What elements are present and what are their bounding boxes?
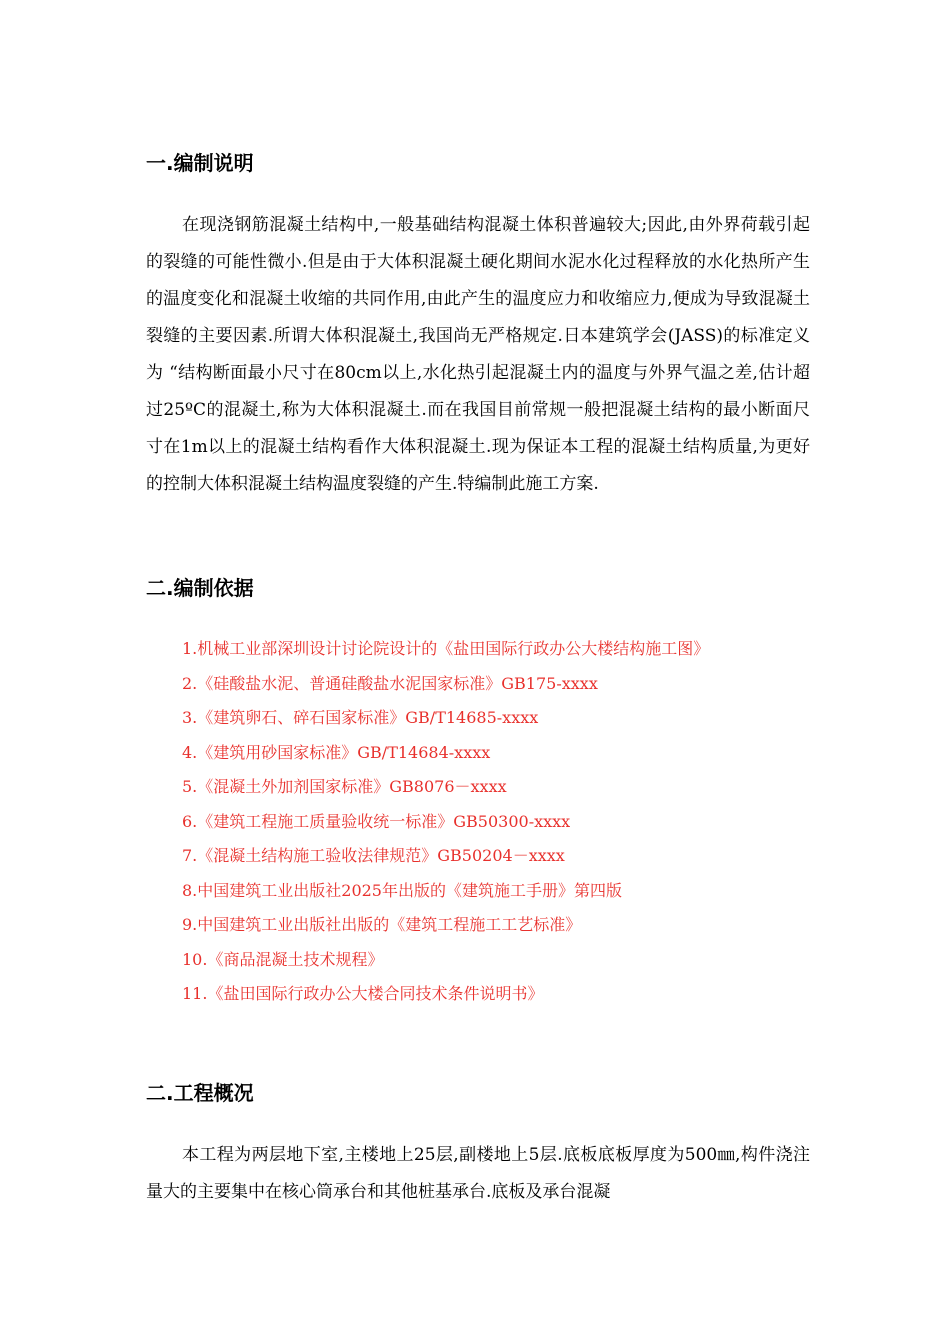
overview-paragraph: 本工程为两层地下室,主楼地上25层,副楼地上5层.底板底板厚度为500㎜,构件浇注量大的主要集中在核心筒承台和其他桩基承台.底板及承台混凝	[146, 1145, 810, 1202]
reference-item: 11.《盐田国际行政办公大楼合同技术条件说明书》	[182, 984, 544, 1003]
reference-item: 7.《混凝土结构施工验收法律规范》GB50204－xxxx	[182, 846, 565, 865]
reference-item: 10.《商品混凝土技术规程》	[182, 949, 384, 969]
section-heading-basis: 二.编制依据	[146, 576, 254, 600]
intro-paragraph: 在现浇钢筋混凝土结构中,一般基础结构混凝土体积普遍较大;因此,由外界荷载引起的裂缝的可能性微小.但是由于大体积混凝土硬化期间水泥水化过程释放的水化热所产生的温度变化和混凝土收缩的共同作用,由此产生的温度应力和收缩应力,便成为导致混凝土裂缝的主要因素.所谓大体积混凝土,我国尚无严格规定.日本建筑学会(JASS)的标准定义为 “结构断面最小尺寸在80cm以上,水化热引起混凝土内的温度与外界气温之差,估计超过25ºC的混凝土,称为大体积混凝土.而在我国目前常规一般把混凝土结构的最小断面尺寸在1m以上的混凝土结构看作大体积混凝土.现为保证本工程的混凝土结构质量,为更好的控制大体积混凝土结构温度裂缝的产生.特编制此施工方案.	[146, 215, 810, 494]
reference-item: 6.《建筑工程施工质量验收统一标准》GB50300-xxxx	[182, 811, 571, 831]
section-heading-intro: 一.编制说明	[146, 151, 254, 175]
reference-item: 9.中国建筑工业出版社出版的《建筑工程施工工艺标准》	[182, 915, 582, 934]
reference-list	[146, 632, 810, 1012]
reference-item: 5.《混凝土外加剂国家标准》GB8076－xxxx	[182, 777, 507, 796]
reference-item: 8.中国建筑工业出版社2025年出版的《建筑施工手册》第四版	[182, 880, 622, 900]
section-heading-overview: 二.工程概况	[146, 1081, 254, 1105]
reference-item: 2.《硅酸盐水泥、普通硅酸盐水泥国家标准》GB175-xxxx	[182, 673, 598, 693]
reference-item: 1.机械工业部深圳设计讨论院设计的《盐田国际行政办公大楼结构施工图》	[182, 639, 710, 658]
reference-item: 3.《建筑卵石、碎石国家标准》GB/T14685-xxxx	[182, 708, 539, 727]
reference-item: 4.《建筑用砂国家标准》GB/T14684-xxxx	[182, 742, 491, 762]
